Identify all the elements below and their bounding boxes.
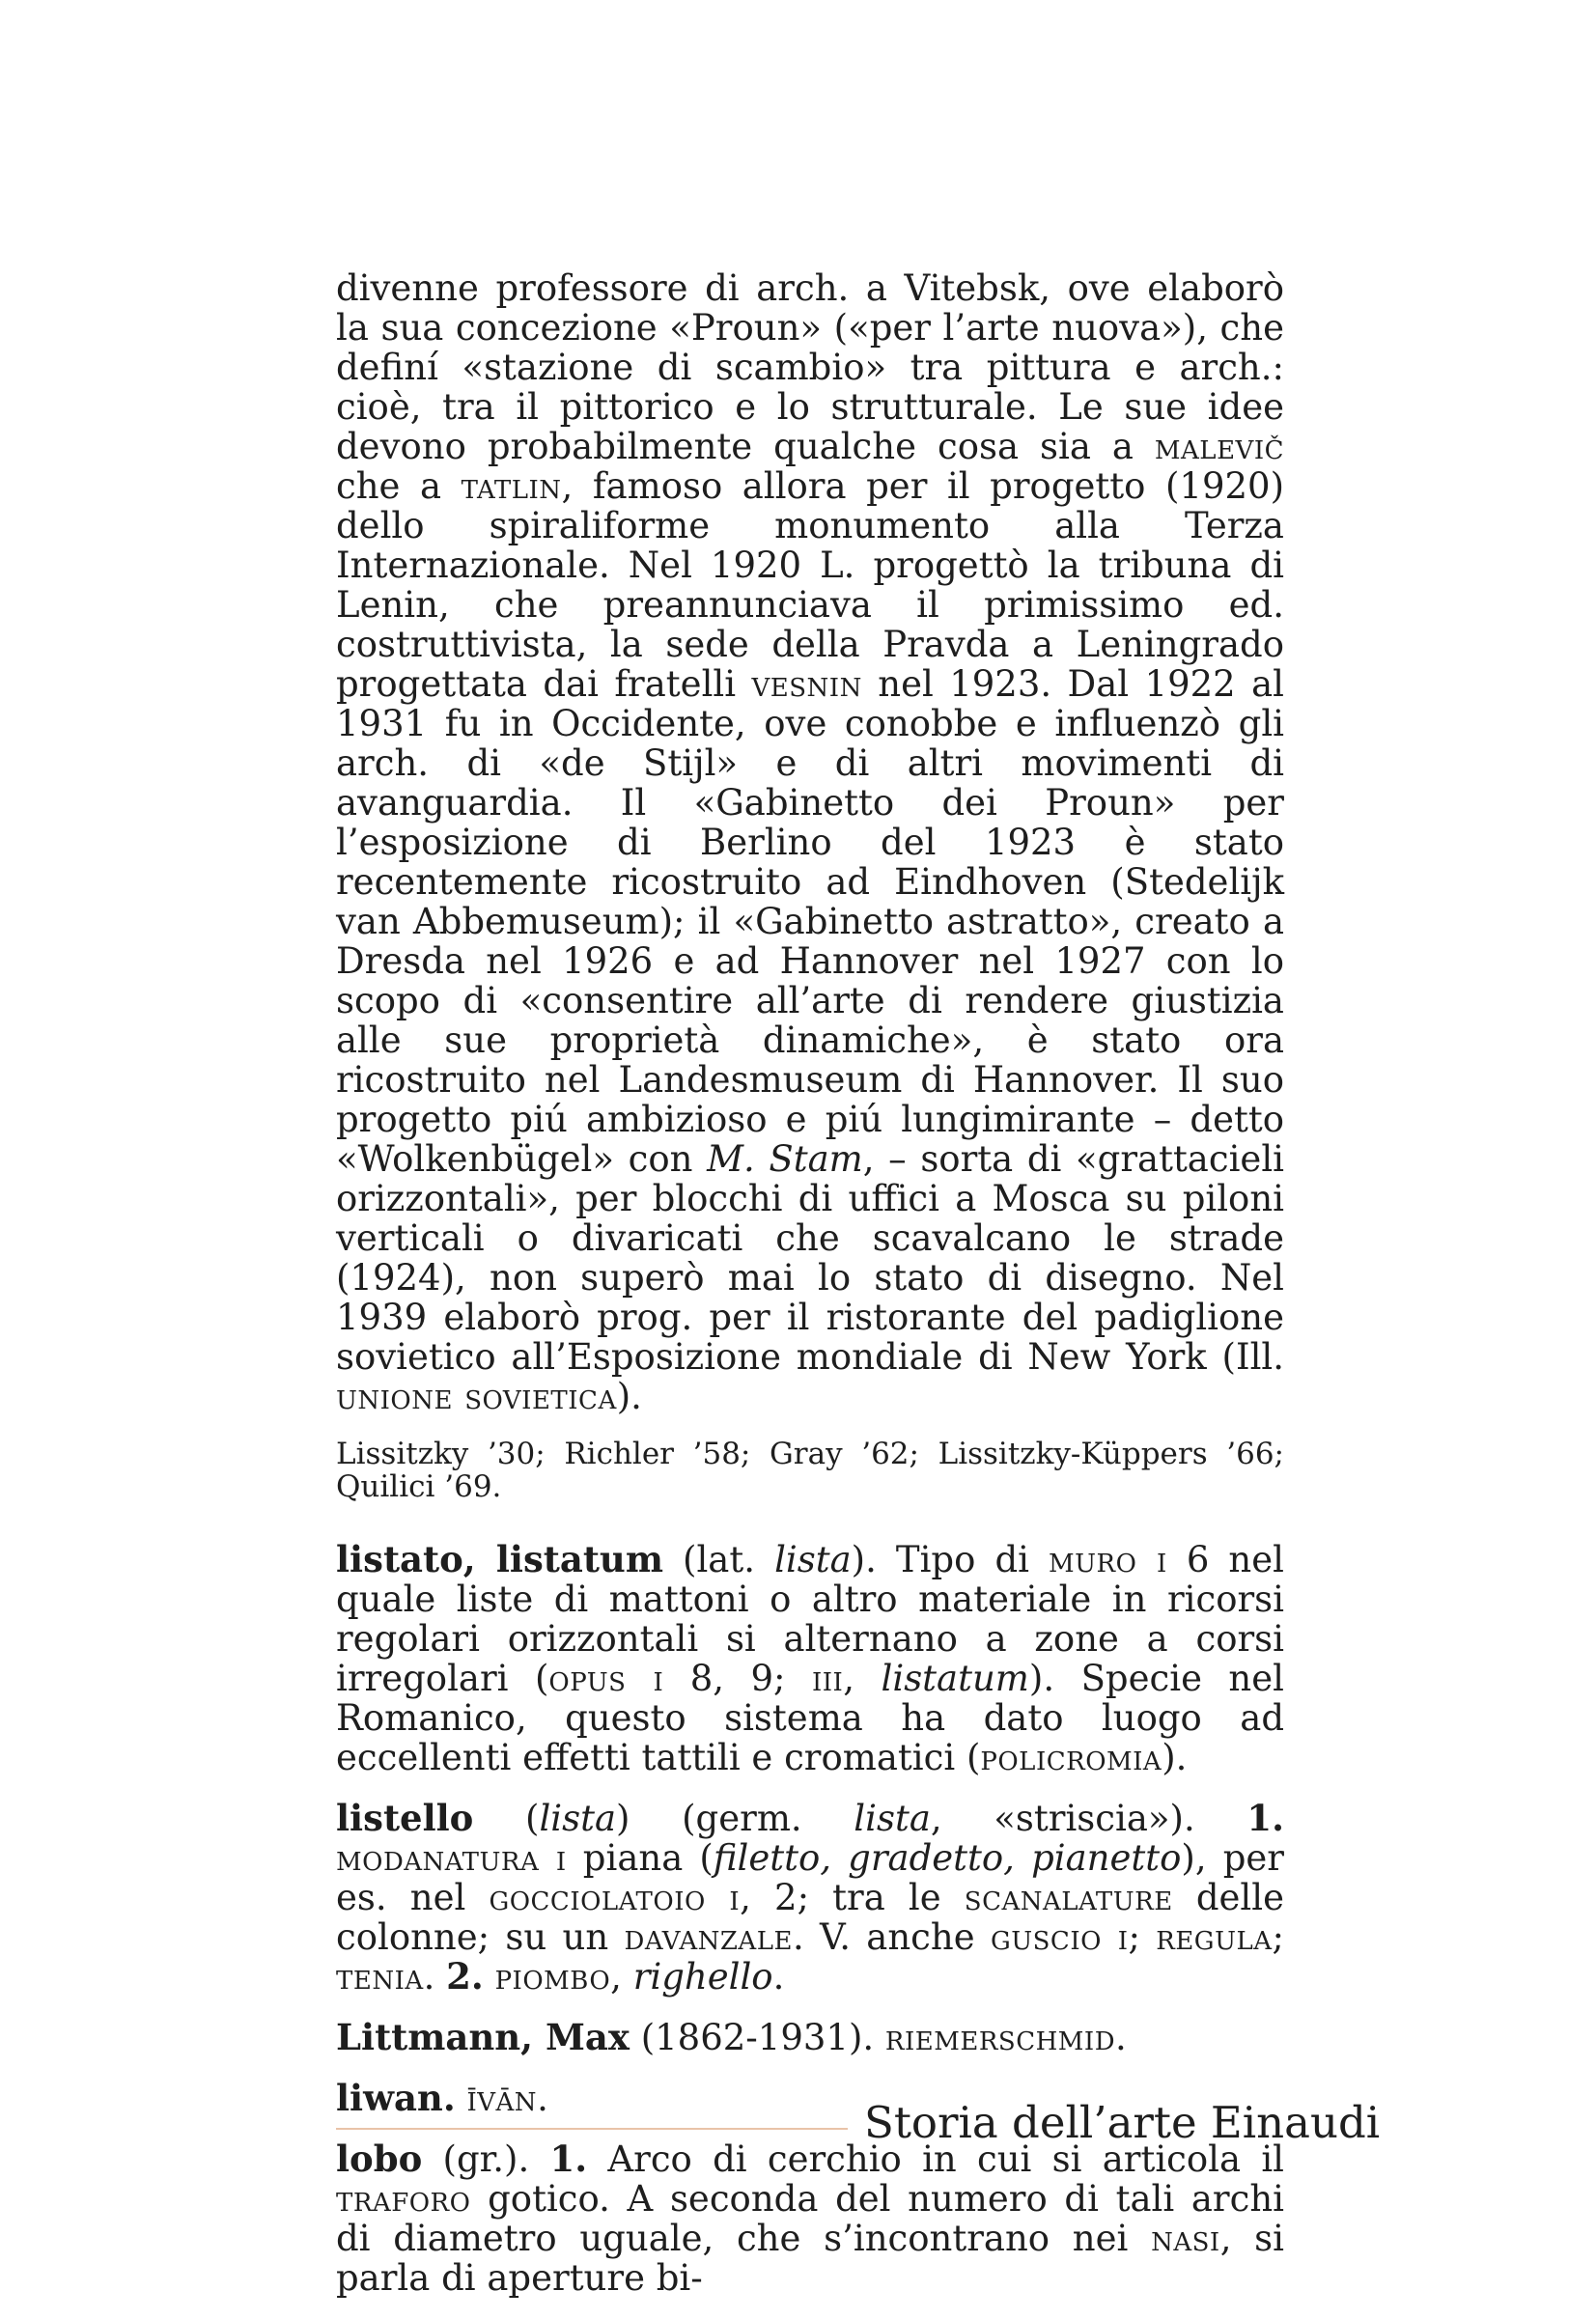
text-run: 8, 9; xyxy=(663,1658,812,1699)
italic-text: M. Stam xyxy=(707,1138,863,1180)
text-run: (1862-1931). xyxy=(629,2017,885,2058)
italic-text: righello xyxy=(632,1956,773,1998)
cross-reference: vesnin xyxy=(751,663,862,705)
cross-reference: scanalature xyxy=(964,1877,1173,1918)
bibliography: Lissitzky ’30; Richler ’58; Gray ’62; Lissitzky-Küppers ’66; Quilici ’69. xyxy=(336,1437,1284,1504)
text-run: , – sorta di «grattacieli orizzontali», per blocchi di uffici a Mosca su piloni verticali o divaricati che scavalcano le strade (1924), non superò mai lo stato di disegno. Nel 1939 elaborò prog. per il ristorante del padiglione sovietico all’Esposizione mondiale di New York (Ill. xyxy=(336,1138,1284,1378)
text-run: . xyxy=(423,1956,447,1998)
text-run: , si parla di aperture bi- xyxy=(336,2218,1285,2299)
headword: 1. xyxy=(1246,1797,1285,1839)
text-run: . xyxy=(537,2078,548,2119)
text-run: . xyxy=(772,1956,785,1998)
text-run: gotico. A seconda del numero di tali archi di diametro uguale, che s’incontrano nei xyxy=(336,2178,1284,2259)
page-body xyxy=(336,268,1284,2319)
headword: liwan. xyxy=(336,2077,456,2119)
cross-reference: nasi xyxy=(1151,2218,1220,2259)
cross-reference: unione sovietica xyxy=(336,1376,617,1417)
entry-lobo xyxy=(336,2139,1284,2298)
entry-lissitzky-continued xyxy=(336,268,1284,1416)
text-run: . xyxy=(1115,2017,1127,2058)
text-run: divenne professore di arch. a Vitebsk, ove elaborò la sua concezione «Proun» («per l’arte nuova»), che definí «stazione di scambio» tra pittura e arch.: cioè, tra il pittorico e lo strutturale. Le sue idee devono probabilmente qualche cosa sia a xyxy=(336,267,1284,467)
entries-top xyxy=(336,268,1284,1416)
cross-reference: traforo xyxy=(336,2178,471,2220)
headword: Littmann, Max xyxy=(336,2016,630,2058)
text-run: . V. anche xyxy=(792,1916,991,1958)
entry-text xyxy=(336,1540,1284,1777)
cross-reference: īvān xyxy=(466,2078,538,2119)
cross-reference: tenia xyxy=(336,1956,424,1998)
text-run: ). Specie nel Romanico, questo sistema ha dato luogo ad eccellenti effetti tattili e cromatici ( xyxy=(336,1658,1284,1778)
text-run: ) (germ. xyxy=(616,1798,854,1839)
text-run: ; xyxy=(1128,1916,1157,1958)
text-run: (gr.). xyxy=(422,2138,550,2180)
text-run: delle colonne; su un xyxy=(336,1877,1284,1958)
cross-reference: riemerschmid xyxy=(884,2017,1116,2058)
text-run: 6 nel quale liste di mattoni o altro materiale in ricorsi regolari orizzontali si alternano a zone a corsi irregolari ( xyxy=(336,1539,1284,1699)
headword: lobo xyxy=(336,2137,423,2180)
text-run: , xyxy=(610,1956,633,1998)
italic-text: lista xyxy=(539,1798,617,1839)
text-run: , xyxy=(843,1658,882,1699)
cross-reference: opus i xyxy=(548,1658,664,1699)
cross-reference: guscio i xyxy=(990,1916,1129,1958)
cross-reference: piombo xyxy=(494,1956,611,1998)
text-run: , 2; tra le xyxy=(740,1877,965,1918)
entry-text xyxy=(336,1799,1284,1997)
entries-bottom xyxy=(336,1540,1284,2298)
cross-reference: gocciolatoio i xyxy=(489,1877,741,1918)
cross-reference: tatlin xyxy=(461,465,562,507)
text-run: ). Tipo di xyxy=(851,1539,1050,1580)
cross-reference: regula xyxy=(1156,1916,1273,1958)
text-run: Arco di cerchio in cui si articola il xyxy=(587,2138,1284,2180)
headword: listato, listatum xyxy=(336,1538,663,1580)
text-run: , «striscia»). xyxy=(930,1798,1247,1839)
entry-text xyxy=(336,2139,1284,2298)
italic-text: filetto, gradetto, pianetto xyxy=(713,1837,1182,1879)
entry-littmann xyxy=(336,2018,1284,2057)
headword: 1. xyxy=(549,2137,588,2180)
entry-text xyxy=(336,268,1284,1416)
footer-rule xyxy=(336,2128,848,2130)
text-run: , famoso allora per il progetto (1920) dello spiraliforme monumento alla Terza Internazionale. Nel 1920 L. progettò la tribuna di Lenin, che preannunciava il primissimo ed. costruttivista, la sede della Pravda a Leningrado progettata dai fratelli xyxy=(336,465,1285,705)
text-run xyxy=(484,1956,495,1998)
entry-listello xyxy=(336,1799,1284,1997)
text-run: (lat. xyxy=(662,1539,775,1580)
text-run xyxy=(456,2078,467,2119)
entry-text xyxy=(336,2018,1284,2057)
text-run: ( xyxy=(473,1798,540,1839)
cross-reference: muro i xyxy=(1049,1539,1167,1580)
cross-reference: modanatura i xyxy=(336,1837,567,1879)
cross-reference: davanzale xyxy=(624,1916,793,1958)
headword: listello xyxy=(336,1797,474,1839)
footer-title: Storia dell’arte Einaudi xyxy=(864,2097,1381,2148)
text-run: ). xyxy=(616,1376,642,1417)
text-run: nel 1923. Dal 1922 al 1931 fu in Occidente, ove conobbe e influenzò gli arch. di «de Stijl» e di altri movimenti di avanguardia. Il «Gabinetto dei Proun» per l’esposizione di Berlino del 1923 è stato recentemente ricostruito ad Eindhoven (Stedelijk van Abbemuseum); il «Gabinetto astratto», creato a Dresda nel 1926 e ad Hannover nel 1927 con lo scopo di «consentire all’arte di rendere giustizia alle sue proprietà dinamiche», è stato ora ricostruito nel Landesmuseum di Hannover. Il suo progetto piú ambizioso e piú lungimirante – detto «Wolkenbügel» con xyxy=(336,663,1284,1180)
headword: 2. xyxy=(446,1955,484,1998)
cross-reference: malevič xyxy=(1154,426,1284,467)
text-run: ; xyxy=(1272,1916,1284,1958)
text-run: ), per es. nel xyxy=(336,1837,1284,1918)
italic-text: lista xyxy=(774,1539,852,1580)
text-run: piana ( xyxy=(566,1837,714,1879)
text-run: ). xyxy=(1162,1737,1188,1778)
text-run: che a xyxy=(336,465,462,507)
cross-reference: policromia xyxy=(980,1737,1162,1778)
italic-text: lista xyxy=(854,1798,931,1839)
cross-reference: iii xyxy=(811,1658,844,1699)
italic-text: listatum xyxy=(881,1658,1029,1699)
entry-listato xyxy=(336,1540,1284,1777)
